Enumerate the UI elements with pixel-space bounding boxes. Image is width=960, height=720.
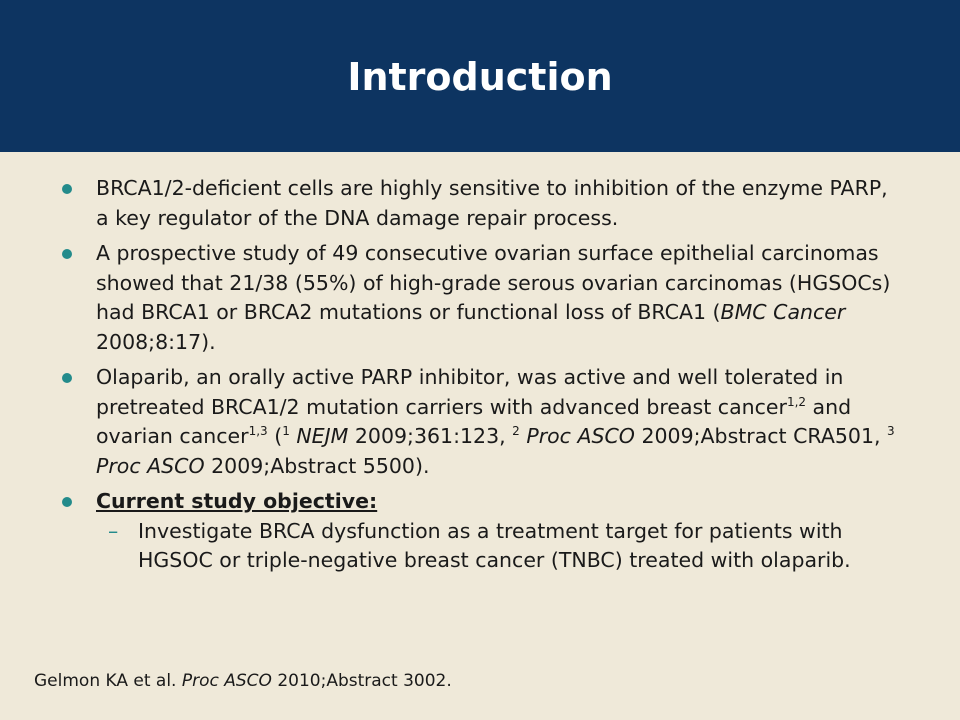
bullet-text: and ovarian cancer: [96, 394, 852, 448]
bullet-item: [62, 239, 902, 357]
bullet-dot-icon: [62, 184, 72, 194]
bullet-item: [62, 363, 902, 481]
bullet-text: (: [267, 424, 283, 448]
footnote-details: 2010;Abstract 3002.: [271, 671, 452, 691]
footnote-authors: Gelmon KA et al.: [34, 671, 182, 691]
superscript-ref: 1,3: [248, 424, 268, 439]
bullet-dot-icon: [62, 373, 72, 383]
bullet-text: 2009;Abstract CRA501,: [634, 424, 888, 448]
bullet-item: [62, 174, 902, 233]
journal-citation: Proc ASCO: [96, 453, 205, 478]
bullet-text: 2009;Abstract 5500).: [204, 453, 430, 478]
bullet-item: [62, 487, 902, 517]
footnote-journal: Proc ASCO: [181, 671, 272, 691]
objective-heading: Current study objective:: [96, 489, 378, 513]
slide-body: [62, 174, 902, 576]
title-banner: [0, 0, 960, 152]
bullet-text-end: 2008;8:17).: [96, 329, 216, 354]
footnote-citation: [34, 669, 452, 693]
superscript-ref: 3: [887, 424, 895, 439]
bullet-text: Olaparib, an orally active PARP inhibitor, was active and well tolerated in pretreated BRCA1/2 mutation carriers with advanced breast cancer: [96, 365, 844, 419]
journal-citation: Proc ASCO: [519, 424, 635, 448]
sub-bullet-item: [62, 517, 902, 576]
superscript-ref: 2: [512, 424, 520, 439]
sub-bullet-text: Investigate BRCA dysfunction as a treatment target for patients with HGSOC or triple-negative breast cancer (TNBC) treated with olaparib.: [138, 518, 851, 572]
bullet-text: 2009;361:123,: [348, 424, 513, 448]
bullet-dot-icon: [62, 497, 72, 507]
bullet-text: BRCA1/2-deficient cells are highly sensitive to inhibition of the enzyme PARP, a key regulator of the DNA damage repair process.: [96, 176, 888, 230]
bullet-dot-icon: [62, 249, 72, 259]
bullet-text: A prospective study of 49 consecutive ovarian surface epithelial carcinomas showed that 21/38 (55%) of high-grade serous ovarian carcinomas (HGSOCs) had BRCA1 or BRCA2 mutations or functional loss of BRCA1 (: [96, 241, 891, 324]
dash-icon: –: [108, 518, 119, 543]
slide-title: Introduction: [347, 55, 613, 99]
journal-citation: NEJM: [289, 424, 349, 448]
journal-citation: BMC Cancer: [720, 300, 846, 324]
superscript-ref: 1,2: [786, 394, 807, 409]
superscript-ref: 1: [282, 424, 290, 439]
